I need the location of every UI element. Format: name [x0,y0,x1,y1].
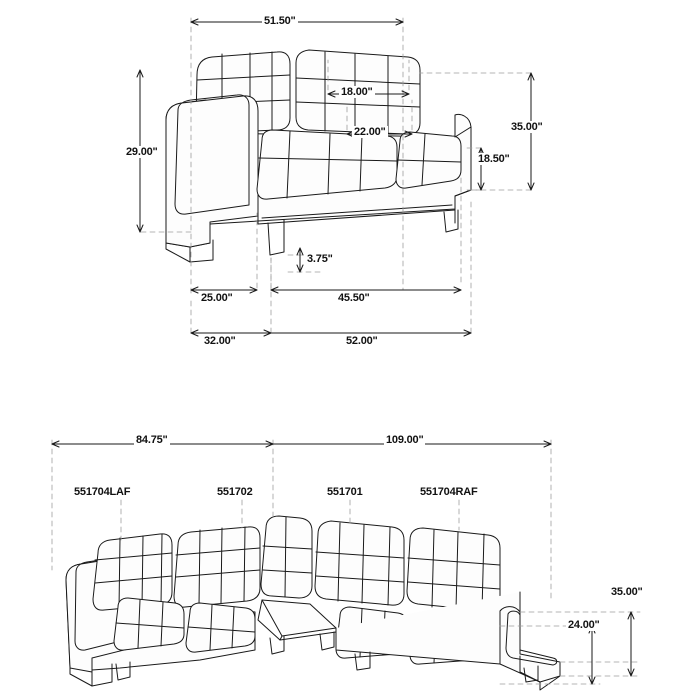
part-label-corner-left: 551702 [217,486,253,498]
dim-sectional-back-height: 24.00" [568,619,600,631]
part-label-corner-right: 551701 [327,486,363,498]
dim-sofa-seat-height: 18.50" [478,153,510,165]
sofa-illustration [166,50,471,262]
dim-sofa-back-cushion-height: 18.00" [341,86,373,98]
dim-sectional-overall-height: 35.00" [611,586,643,598]
sectional-illustration [66,516,560,690]
part-label-raf: 551704RAF [420,486,478,498]
part-label-laf: 551704LAF [74,486,131,498]
dim-sofa-overall-height: 35.00" [511,121,543,133]
dim-sofa-leg-height: 3.75" [307,253,333,265]
dim-sofa-side-depth-inner: 25.00" [201,292,233,304]
dim-sectional-left-width: 84.75" [136,434,168,446]
dim-sofa-overall-width: 52.00" [346,335,378,347]
dim-sofa-seat-width: 51.50" [264,15,296,27]
dim-sofa-arm-height: 29.00" [126,146,158,158]
dim-sofa-seat-length: 45.50" [338,292,370,304]
dim-sofa-overall-depth: 32.00" [204,335,236,347]
dim-sectional-right-width: 109.00" [386,434,424,446]
dim-sofa-seat-depth-upper: 22.00" [354,126,386,138]
